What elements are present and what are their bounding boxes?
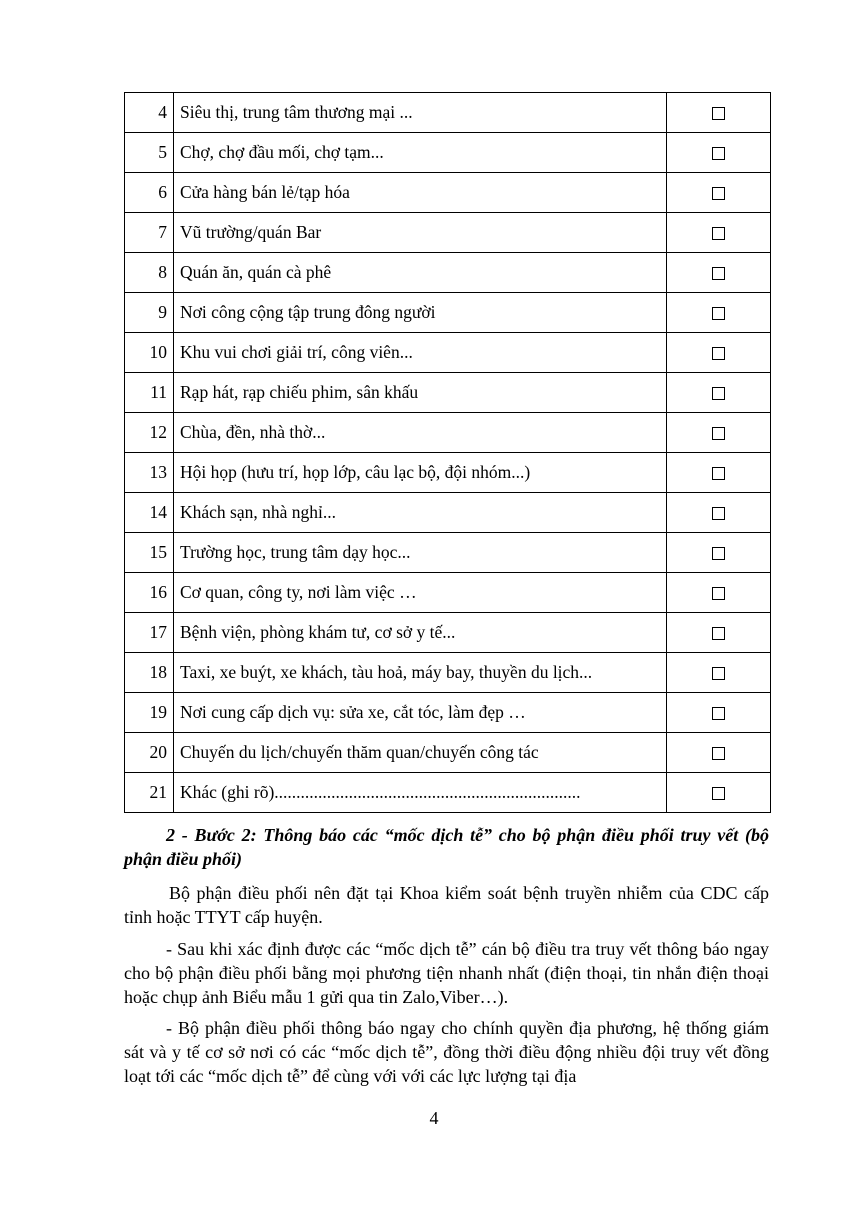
row-number: 5 xyxy=(125,133,174,173)
checkbox-icon[interactable] xyxy=(712,387,725,400)
page-number: 4 xyxy=(429,1108,439,1128)
checkbox-icon[interactable] xyxy=(712,347,725,360)
checkbox-icon[interactable] xyxy=(712,267,725,280)
row-number: 8 xyxy=(125,253,174,293)
table-row xyxy=(125,413,771,453)
row-location-text: Nơi cung cấp dịch vụ: sửa xe, cắt tóc, làm đẹp … xyxy=(174,693,667,733)
row-checkbox-cell xyxy=(667,93,771,133)
row-checkbox-cell xyxy=(667,493,771,533)
table-row xyxy=(125,493,771,533)
row-number: 11 xyxy=(125,373,174,413)
checkbox-icon[interactable] xyxy=(712,147,725,160)
checkbox-icon[interactable] xyxy=(712,467,725,480)
row-location-text: Khác (ghi rõ)...................................................................... xyxy=(174,773,667,813)
checkbox-icon[interactable] xyxy=(712,787,725,800)
row-checkbox-cell xyxy=(667,693,771,733)
checkbox-icon[interactable] xyxy=(712,107,725,120)
checkbox-icon[interactable] xyxy=(712,227,725,240)
table-row xyxy=(125,93,771,133)
table-row xyxy=(125,333,771,373)
table-row xyxy=(125,173,771,213)
table-row xyxy=(125,373,771,413)
checkbox-icon[interactable] xyxy=(712,187,725,200)
checkbox-icon[interactable] xyxy=(712,707,725,720)
table-row xyxy=(125,253,771,293)
paragraph-coordination-unit: Bộ phận điều phối nên đặt tại Khoa kiểm soát bệnh truyền nhiễm của CDC cấp tỉnh hoặc TTYT cấp huyện. xyxy=(124,883,769,927)
row-checkbox-cell xyxy=(667,213,771,253)
table-row xyxy=(125,613,771,653)
row-number: 10 xyxy=(125,333,174,373)
paragraph-notify-coordination: - Sau khi xác định được các “mốc dịch tễ” cán bộ điều tra truy vết thông báo ngay cho bộ phận điều phối bằng mọi phương tiện nhanh nhất (điện thoại, tin nhắn điện thoại hoặc chụp ảnh Biểu mẫu 1 gửi qua tin Zalo,Viber…). xyxy=(124,939,769,1007)
row-number: 20 xyxy=(125,733,174,773)
table-row xyxy=(125,693,771,733)
row-checkbox-cell xyxy=(667,533,771,573)
checkbox-icon[interactable] xyxy=(712,547,725,560)
row-checkbox-cell xyxy=(667,413,771,453)
row-location-text: Quán ăn, quán cà phê xyxy=(174,253,667,293)
row-location-text: Khách sạn, nhà nghỉ... xyxy=(174,493,667,533)
row-checkbox-cell xyxy=(667,133,771,173)
row-checkbox-cell xyxy=(667,333,771,373)
row-number: 17 xyxy=(125,613,174,653)
row-checkbox-cell xyxy=(667,613,771,653)
row-location-text: Bệnh viện, phòng khám tư, cơ sở y tế... xyxy=(174,613,667,653)
row-number: 9 xyxy=(125,293,174,333)
table-row xyxy=(125,453,771,493)
row-checkbox-cell xyxy=(667,373,771,413)
checkbox-icon[interactable] xyxy=(712,307,725,320)
row-checkbox-cell xyxy=(667,173,771,213)
table-row xyxy=(125,733,771,773)
row-number: 13 xyxy=(125,453,174,493)
checkbox-icon[interactable] xyxy=(712,587,725,600)
row-checkbox-cell xyxy=(667,733,771,773)
row-number: 19 xyxy=(125,693,174,733)
row-number: 6 xyxy=(125,173,174,213)
row-checkbox-cell xyxy=(667,253,771,293)
row-number: 18 xyxy=(125,653,174,693)
table-row xyxy=(125,653,771,693)
row-location-text: Khu vui chơi giải trí, công viên... xyxy=(174,333,667,373)
row-location-text: Vũ trường/quán Bar xyxy=(174,213,667,253)
checkbox-icon[interactable] xyxy=(712,427,725,440)
row-checkbox-cell xyxy=(667,293,771,333)
row-location-text: Hội họp (hưu trí, họp lớp, câu lạc bộ, đội nhóm...) xyxy=(174,453,667,493)
row-number: 16 xyxy=(125,573,174,613)
row-location-text: Taxi, xe buýt, xe khách, tàu hoả, máy bay, thuyền du lịch... xyxy=(174,653,667,693)
checkbox-icon[interactable] xyxy=(712,507,725,520)
checkbox-icon[interactable] xyxy=(712,747,725,760)
row-location-text: Cơ quan, công ty, nơi làm việc … xyxy=(174,573,667,613)
row-number: 7 xyxy=(125,213,174,253)
paragraph-notify-authorities: - Bộ phận điều phối thông báo ngay cho chính quyền địa phương, hệ thống giám sát và y tế cơ sở nơi có các “mốc dịch tễ”, đồng thời điều động nhiều đội truy vết đồng loạt tới các “mốc dịch tễ” để cùng với với các lực lượng tại địa xyxy=(124,1018,769,1086)
row-number: 15 xyxy=(125,533,174,573)
row-location-text: Cửa hàng bán lẻ/tạp hóa xyxy=(174,173,667,213)
table-row xyxy=(125,133,771,173)
table-row xyxy=(125,773,771,813)
row-checkbox-cell xyxy=(667,453,771,493)
row-number: 12 xyxy=(125,413,174,453)
table-row xyxy=(125,293,771,333)
checkbox-icon[interactable] xyxy=(712,667,725,680)
row-checkbox-cell xyxy=(667,573,771,613)
step-2-heading: 2 - Bước 2: Thông báo các “mốc dịch tễ” cho bộ phận điều phối truy vết (bộ phận điều phối) xyxy=(124,825,769,869)
row-location-text: Rạp hát, rạp chiếu phim, sân khấu xyxy=(174,373,667,413)
location-checklist-table xyxy=(124,92,771,813)
checkbox-icon[interactable] xyxy=(712,627,725,640)
row-number: 4 xyxy=(125,93,174,133)
row-number: 21 xyxy=(125,773,174,813)
row-checkbox-cell xyxy=(667,773,771,813)
row-location-text: Trường học, trung tâm dạy học... xyxy=(174,533,667,573)
table-row xyxy=(125,533,771,573)
table-row xyxy=(125,213,771,253)
row-number: 14 xyxy=(125,493,174,533)
row-location-text: Nơi công cộng tập trung đông người xyxy=(174,293,667,333)
row-location-text: Chợ, chợ đầu mối, chợ tạm... xyxy=(174,133,667,173)
row-location-text: Chuyến du lịch/chuyến thăm quan/chuyến công tác xyxy=(174,733,667,773)
row-location-text: Siêu thị, trung tâm thương mại ... xyxy=(174,93,667,133)
row-checkbox-cell xyxy=(667,653,771,693)
row-location-text: Chùa, đền, nhà thờ... xyxy=(174,413,667,453)
table-row xyxy=(125,573,771,613)
